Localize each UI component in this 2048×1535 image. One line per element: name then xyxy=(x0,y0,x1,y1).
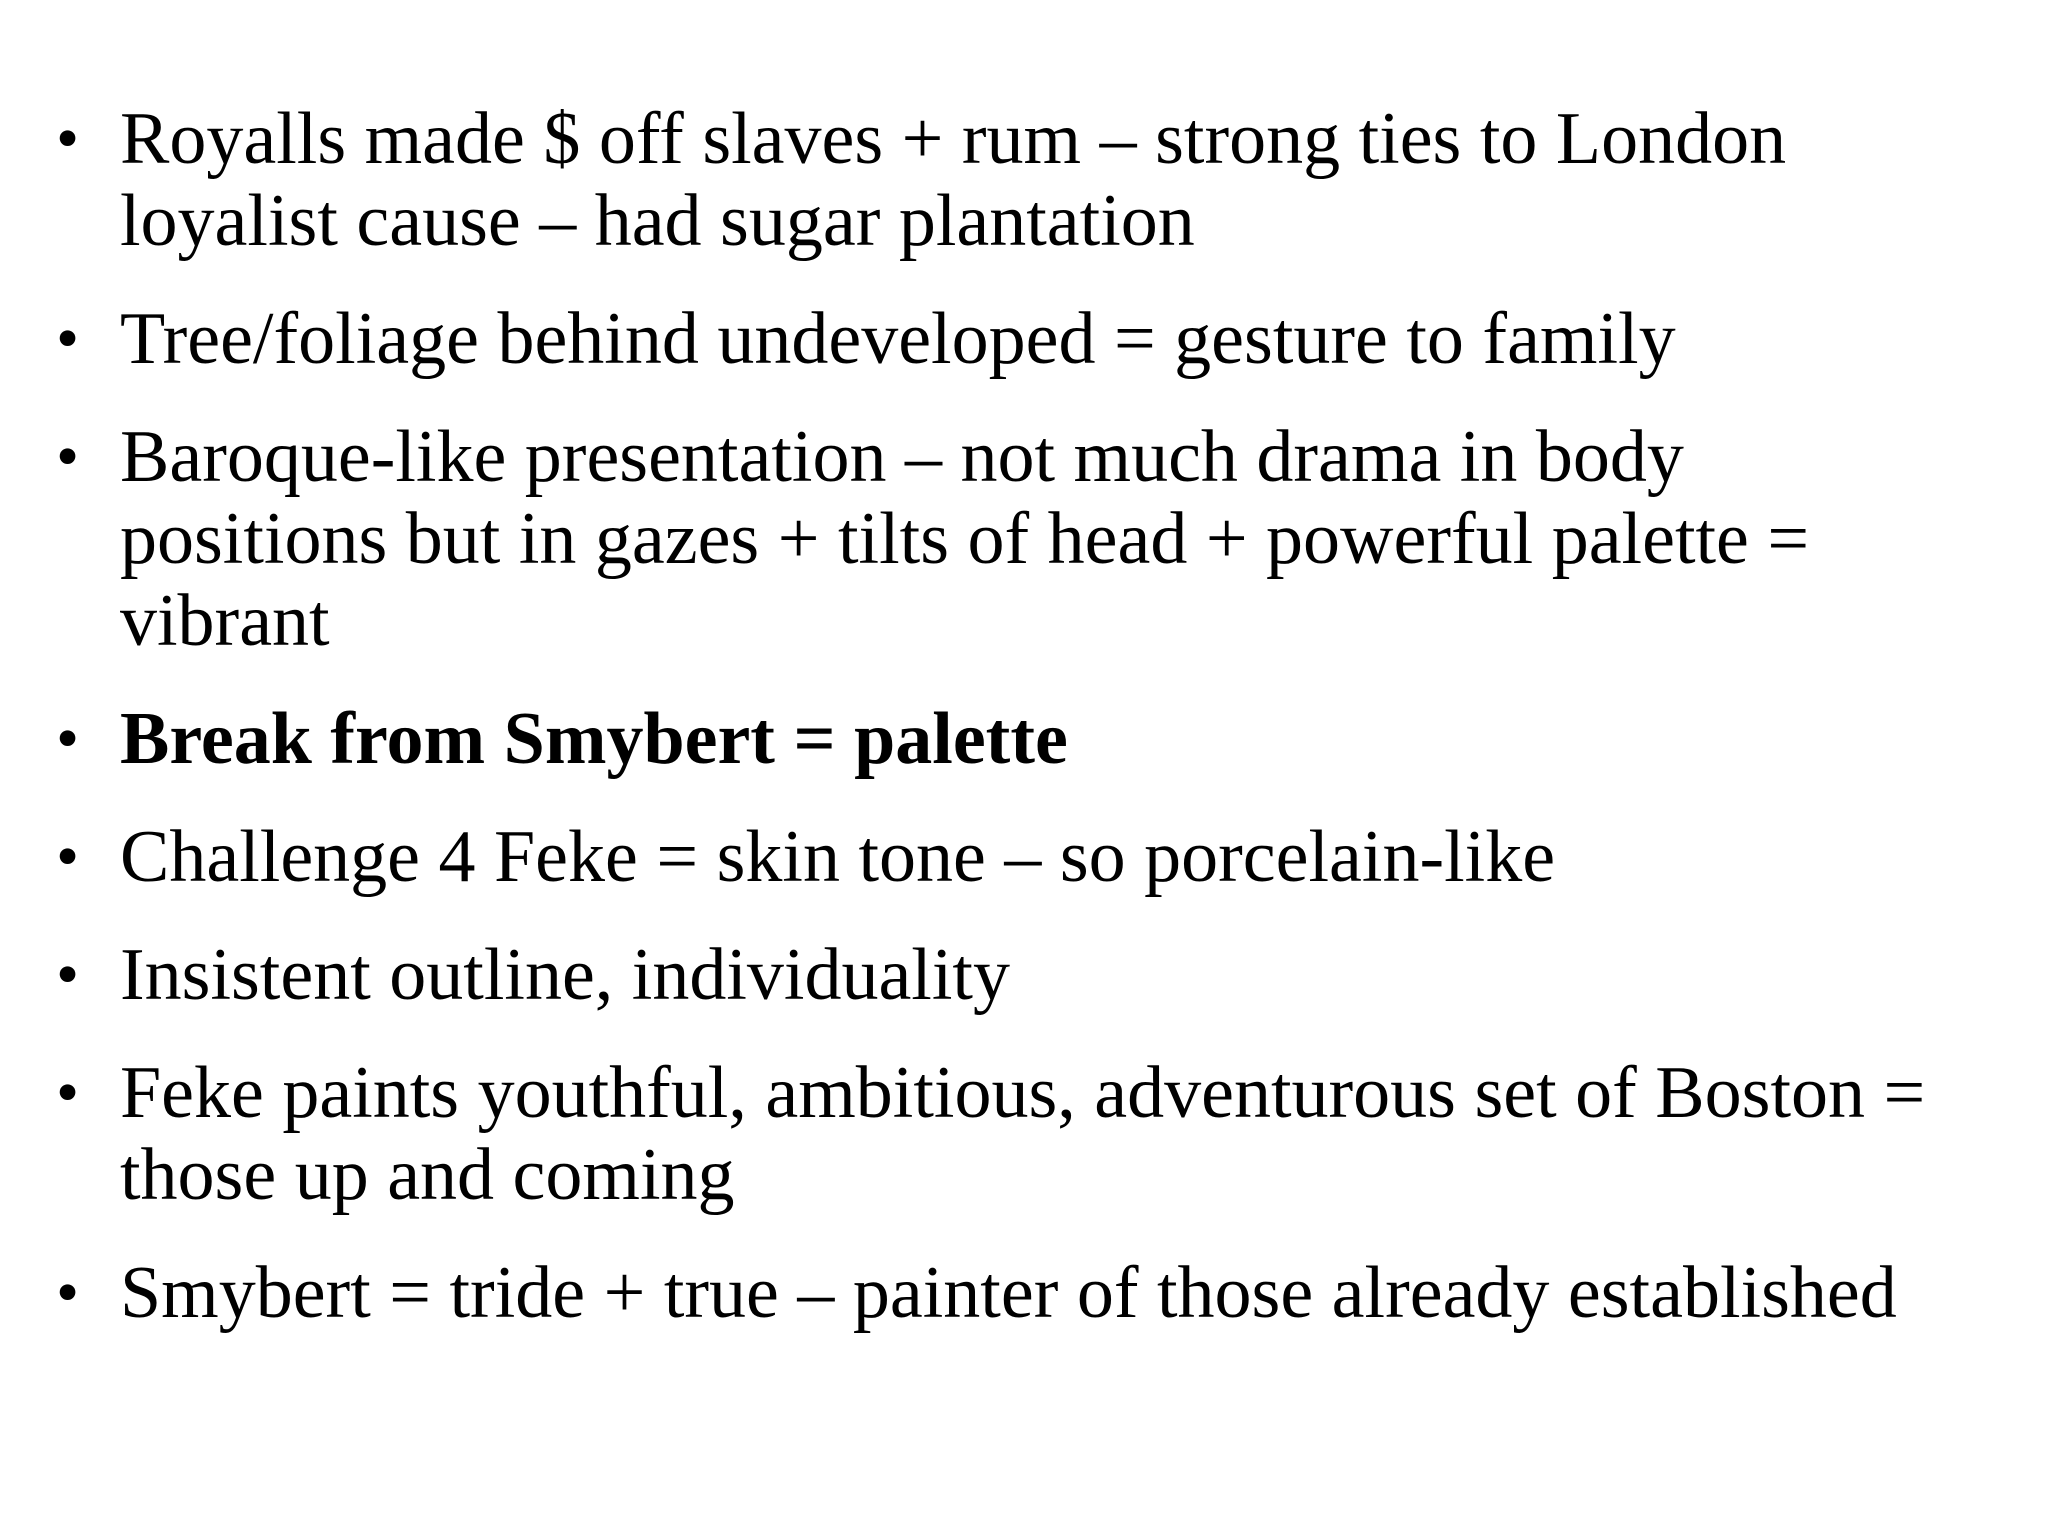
bullet-dot-icon: • xyxy=(56,302,80,375)
bullet-item xyxy=(56,1252,1956,1334)
bullet-text: Tree/foliage behind undeveloped = gesture to family xyxy=(120,298,1676,380)
bullet-item xyxy=(56,698,1956,780)
bullet-text: Baroque-like presentation – not much drama in body positions but in gazes + tilts of head + powerful palette = vibrant xyxy=(120,416,1810,662)
bullet-item xyxy=(56,98,1956,262)
bullet-text: Insistent outline, individuality xyxy=(120,934,1010,1016)
bullet-list xyxy=(56,98,1956,1370)
bullet-dot-icon: • xyxy=(56,702,80,775)
bullet-text: Feke paints youthful, ambitious, adventurous set of Boston = those up and coming xyxy=(120,1052,1926,1216)
bullet-dot-icon: • xyxy=(56,1056,80,1129)
bullet-item xyxy=(56,1052,1956,1216)
bullet-dot-icon: • xyxy=(56,420,80,493)
bullet-text: Challenge 4 Feke = skin tone – so porcelain-like xyxy=(120,816,1556,898)
bullet-item xyxy=(56,416,1956,662)
bullet-item xyxy=(56,298,1956,380)
bullet-dot-icon: • xyxy=(56,102,80,175)
bullet-dot-icon: • xyxy=(56,820,80,893)
bullet-dot-icon: • xyxy=(56,938,80,1011)
bullet-text: Royalls made $ off slaves + rum – strong ties to London loyalist cause – had sugar plantation xyxy=(120,98,1787,262)
bullet-text: Smybert = tride + true – painter of those already established xyxy=(120,1252,1897,1334)
bullet-item xyxy=(56,934,1956,1016)
bullet-item xyxy=(56,816,1956,898)
bullet-dot-icon: • xyxy=(56,1256,80,1329)
bullet-text-bold: Break from Smybert = palette xyxy=(120,698,1068,780)
